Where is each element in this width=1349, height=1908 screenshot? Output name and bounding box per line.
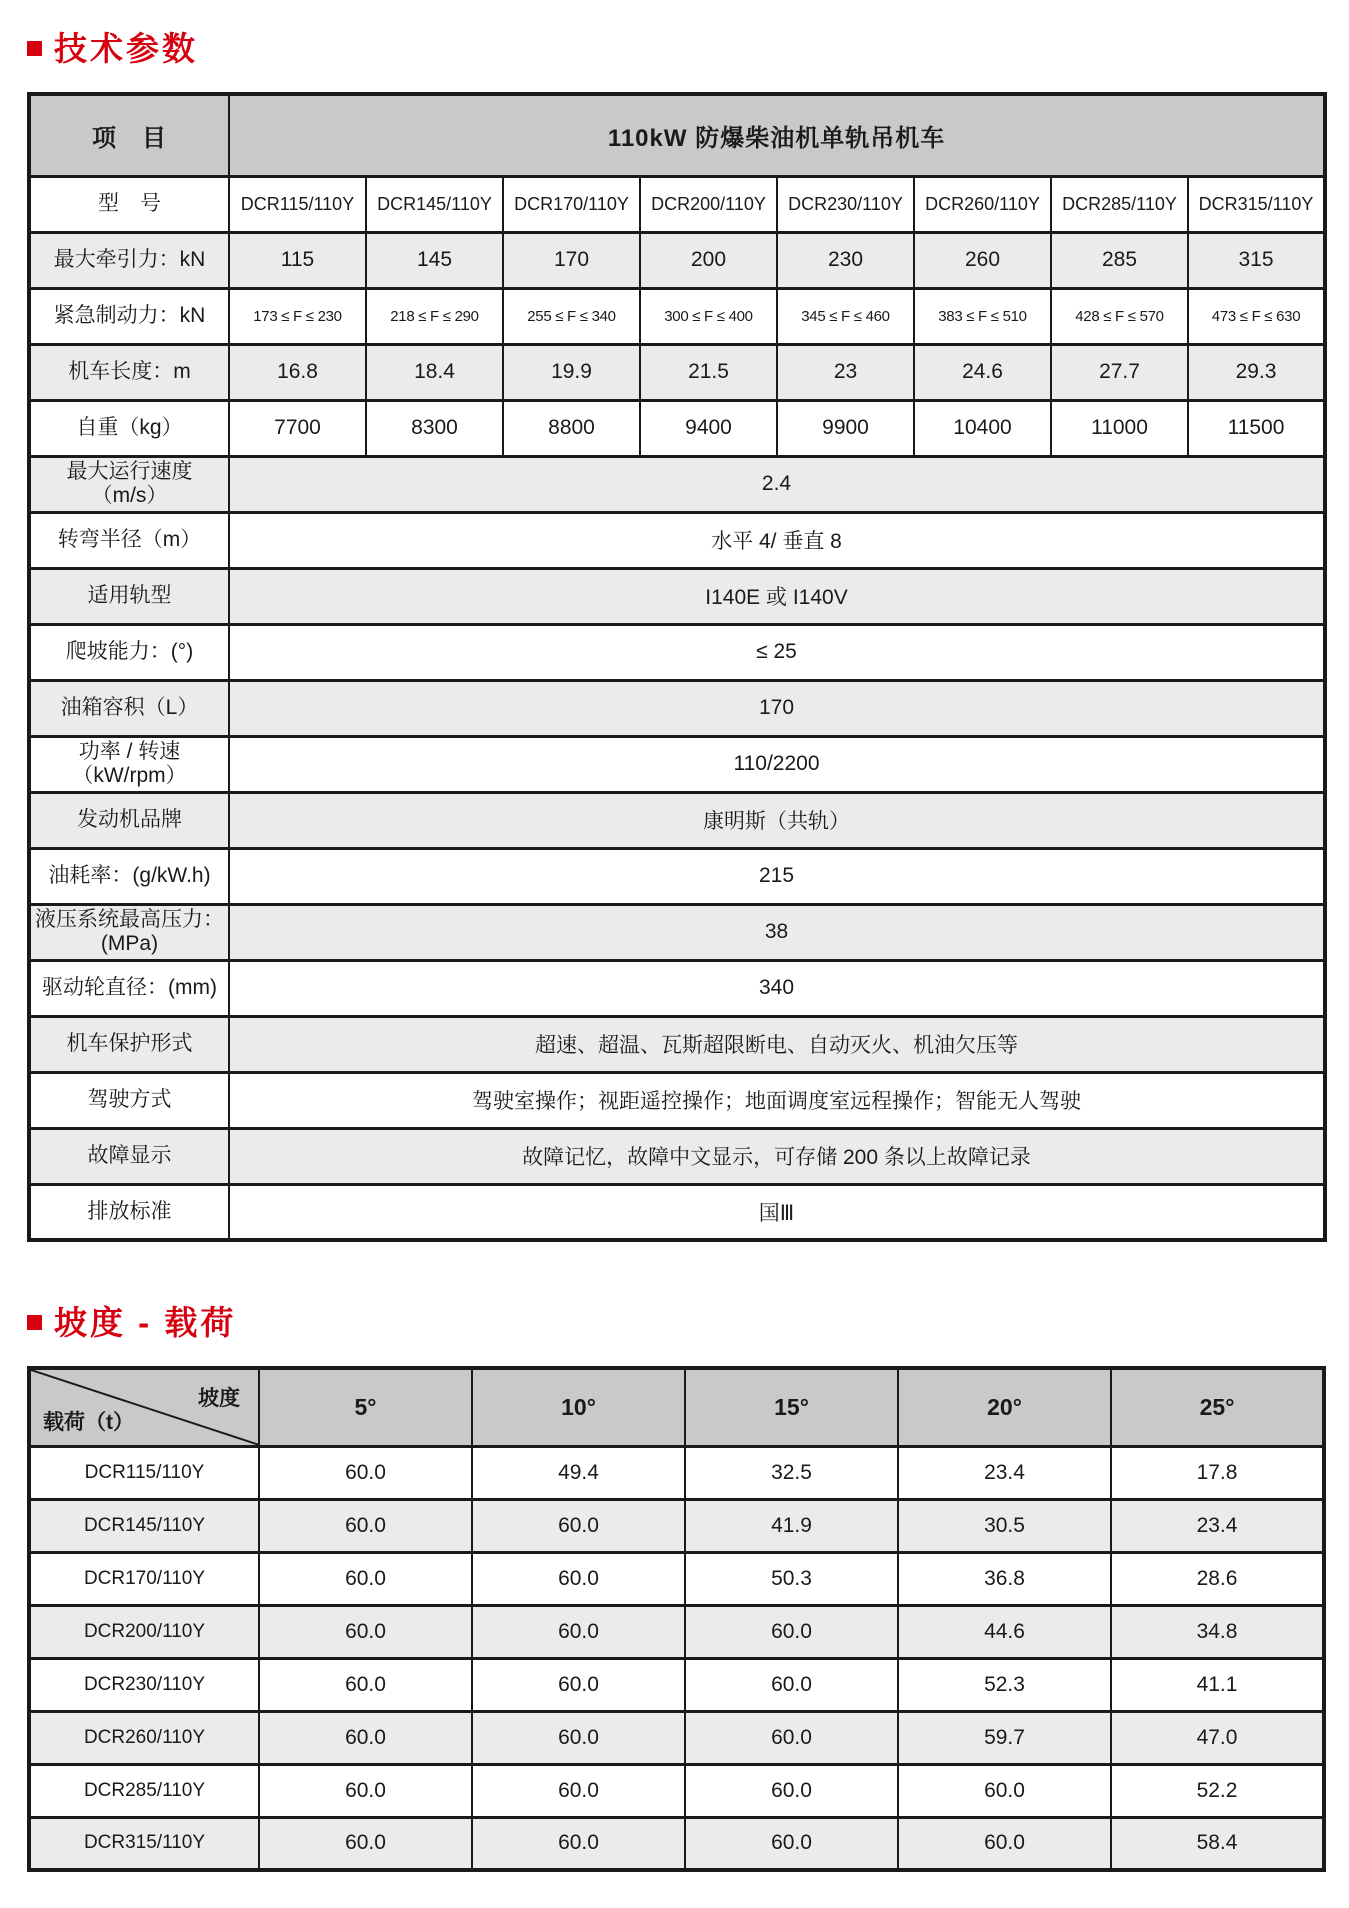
spec-table-row — [29, 400, 1325, 456]
load-row-model: DCR170/110Y — [29, 1552, 259, 1605]
load-cell: 60.0 — [259, 1711, 472, 1764]
spec-table-row — [29, 176, 1325, 232]
load-column-header: 15° — [685, 1368, 898, 1446]
load-row-model: DCR200/110Y — [29, 1605, 259, 1658]
spec-cell: DCR230/110Y — [777, 176, 914, 232]
spec-row-label: 功率 / 转速（kW/rpm） — [29, 736, 229, 792]
spec-row-label: 驱动轮直径：(mm) — [29, 960, 229, 1016]
load-cell: 49.4 — [472, 1446, 685, 1499]
load-cell: 34.8 — [1111, 1605, 1324, 1658]
load-cell: 60.0 — [259, 1658, 472, 1711]
spec-cell: 27.7 — [1051, 344, 1188, 400]
red-square-bullet-icon — [27, 1315, 42, 1330]
spec-cell: DCR315/110Y — [1188, 176, 1325, 232]
spec-cell: 9900 — [777, 400, 914, 456]
spec-table-row — [29, 456, 1325, 512]
spec-merged-cell: 国Ⅲ — [229, 1184, 1325, 1240]
load-cell: 60.0 — [259, 1605, 472, 1658]
spec-row-label: 发动机品牌 — [29, 792, 229, 848]
spec-merged-cell: ≤ 25 — [229, 624, 1325, 680]
spec-cell: 428 ≤ F ≤ 570 — [1051, 288, 1188, 344]
load-table-row — [29, 1658, 1324, 1711]
load-row-model: DCR145/110Y — [29, 1499, 259, 1552]
spec-table-row — [29, 792, 1325, 848]
spec-cell: 23 — [777, 344, 914, 400]
spec-row-label: 紧急制动力：kN — [29, 288, 229, 344]
load-cell: 60.0 — [259, 1764, 472, 1817]
spec-cell: DCR285/110Y — [1051, 176, 1188, 232]
spec-table-row — [29, 680, 1325, 736]
spec-row-label: 适用轨型 — [29, 568, 229, 624]
spec-cell: 8300 — [366, 400, 503, 456]
load-column-header: 5° — [259, 1368, 472, 1446]
spec-table-row — [29, 344, 1325, 400]
section-title-text: 技术参数 — [54, 29, 198, 67]
load-cell: 60.0 — [259, 1552, 472, 1605]
load-column-header: 25° — [1111, 1368, 1324, 1446]
load-cell: 60.0 — [472, 1817, 685, 1870]
load-column-header: 20° — [898, 1368, 1111, 1446]
spec-merged-cell: 38 — [229, 904, 1325, 960]
load-cell: 50.3 — [685, 1552, 898, 1605]
spec-cell: 8800 — [503, 400, 640, 456]
spec-cell: 345 ≤ F ≤ 460 — [777, 288, 914, 344]
load-table-row — [29, 1764, 1324, 1817]
load-row-model: DCR230/110Y — [29, 1658, 259, 1711]
spec-merged-cell: 340 — [229, 960, 1325, 1016]
spec-cell: 9400 — [640, 400, 777, 456]
load-table-row — [29, 1446, 1324, 1499]
spec-cell: 21.5 — [640, 344, 777, 400]
spec-merged-cell: 110/2200 — [229, 736, 1325, 792]
load-cell: 60.0 — [898, 1764, 1111, 1817]
spec-cell: 19.9 — [503, 344, 640, 400]
spec-row-label: 转弯半径（m） — [29, 512, 229, 568]
spec-header-item-label: 项 目 — [29, 94, 229, 176]
spec-row-label: 最大运行速度（m/s） — [29, 456, 229, 512]
load-row-model: DCR115/110Y — [29, 1446, 259, 1499]
section-title-specs — [27, 28, 1322, 68]
spec-cell: 170 — [503, 232, 640, 288]
spec-merged-cell: 2.4 — [229, 456, 1325, 512]
corner-label-slope: 坡度 — [198, 1387, 240, 1410]
spec-table-row — [29, 1016, 1325, 1072]
load-cell: 36.8 — [898, 1552, 1111, 1605]
spec-cell: 285 — [1051, 232, 1188, 288]
spec-table-row — [29, 232, 1325, 288]
spec-cell: 18.4 — [366, 344, 503, 400]
spec-cell: 300 ≤ F ≤ 400 — [640, 288, 777, 344]
spec-cell: 145 — [366, 232, 503, 288]
spec-merged-cell: 康明斯（共轨） — [229, 792, 1325, 848]
load-cell: 60.0 — [685, 1764, 898, 1817]
load-cell: 41.9 — [685, 1499, 898, 1552]
spec-merged-cell: 215 — [229, 848, 1325, 904]
spec-row-label: 驾驶方式 — [29, 1072, 229, 1128]
load-cell: 60.0 — [259, 1817, 472, 1870]
load-cell: 60.0 — [472, 1658, 685, 1711]
load-cell: 60.0 — [259, 1446, 472, 1499]
load-table — [27, 1366, 1326, 1872]
spec-row-label: 故障显示 — [29, 1128, 229, 1184]
spec-cell: 200 — [640, 232, 777, 288]
spec-cell: 16.8 — [229, 344, 366, 400]
load-cell: 59.7 — [898, 1711, 1111, 1764]
load-cell: 32.5 — [685, 1446, 898, 1499]
spec-cell: 10400 — [914, 400, 1051, 456]
spec-merged-cell: 故障记忆，故障中文显示，可存储 200 条以上故障记录 — [229, 1128, 1325, 1184]
spec-cell: 11000 — [1051, 400, 1188, 456]
load-cell: 60.0 — [898, 1817, 1111, 1870]
load-cell: 60.0 — [472, 1605, 685, 1658]
load-cell: 23.4 — [1111, 1499, 1324, 1552]
spec-cell: DCR260/110Y — [914, 176, 1051, 232]
corner-label-load: 载荷（t） — [43, 1410, 134, 1434]
red-square-bullet-icon — [27, 41, 42, 56]
spec-row-label: 最大牵引力：kN — [29, 232, 229, 288]
load-cell: 47.0 — [1111, 1711, 1324, 1764]
spec-cell: 173 ≤ F ≤ 230 — [229, 288, 366, 344]
load-cell: 60.0 — [472, 1552, 685, 1605]
load-cell: 60.0 — [685, 1817, 898, 1870]
spec-table-row — [29, 960, 1325, 1016]
load-table-row — [29, 1605, 1324, 1658]
spec-row-label: 爬坡能力：(°) — [29, 624, 229, 680]
load-cell: 41.1 — [1111, 1658, 1324, 1711]
spec-merged-cell: 超速、超温、瓦斯超限断电、自动灭火、机油欠压等 — [229, 1016, 1325, 1072]
spec-cell: 218 ≤ F ≤ 290 — [366, 288, 503, 344]
spec-table-row — [29, 624, 1325, 680]
spec-row-label: 机车保护形式 — [29, 1016, 229, 1072]
load-row-model: DCR315/110Y — [29, 1817, 259, 1870]
spec-table-row — [29, 288, 1325, 344]
load-cell: 23.4 — [898, 1446, 1111, 1499]
spec-row-label: 油耗率：(g/kW.h) — [29, 848, 229, 904]
spec-row-label: 油箱容积（L） — [29, 680, 229, 736]
load-cell: 30.5 — [898, 1499, 1111, 1552]
load-table-row — [29, 1552, 1324, 1605]
load-row-model: DCR285/110Y — [29, 1764, 259, 1817]
load-cell: 17.8 — [1111, 1446, 1324, 1499]
spec-merged-cell: 水平 4/ 垂直 8 — [229, 512, 1325, 568]
spec-table-row — [29, 512, 1325, 568]
load-cell: 60.0 — [685, 1711, 898, 1764]
load-cell: 44.6 — [898, 1605, 1111, 1658]
spec-table-row — [29, 736, 1325, 792]
spec-cell: DCR145/110Y — [366, 176, 503, 232]
spec-table-row — [29, 848, 1325, 904]
spec-cell: DCR115/110Y — [229, 176, 366, 232]
load-corner-cell — [29, 1368, 259, 1446]
load-cell: 60.0 — [472, 1764, 685, 1817]
spec-merged-cell: I140E 或 I140V — [229, 568, 1325, 624]
spec-table-row — [29, 568, 1325, 624]
spec-header-product-title: 110kW 防爆柴油机单轨吊机车 — [229, 94, 1325, 176]
spec-table-row — [29, 1184, 1325, 1240]
load-cell: 60.0 — [685, 1605, 898, 1658]
load-column-header: 10° — [472, 1368, 685, 1446]
spec-cell: 315 — [1188, 232, 1325, 288]
load-cell: 52.3 — [898, 1658, 1111, 1711]
load-table-row — [29, 1711, 1324, 1764]
load-cell: 58.4 — [1111, 1817, 1324, 1870]
load-cell: 60.0 — [259, 1499, 472, 1552]
spec-table-row — [29, 904, 1325, 960]
load-row-model: DCR260/110Y — [29, 1711, 259, 1764]
spec-cell: 260 — [914, 232, 1051, 288]
load-cell: 52.2 — [1111, 1764, 1324, 1817]
load-cell: 60.0 — [472, 1499, 685, 1552]
spec-row-label: 排放标准 — [29, 1184, 229, 1240]
spec-merged-cell: 170 — [229, 680, 1325, 736]
spec-table-row — [29, 1072, 1325, 1128]
spec-cell: 115 — [229, 232, 366, 288]
load-header-row — [29, 1368, 1324, 1446]
spec-cell: DCR170/110Y — [503, 176, 640, 232]
spec-cell: 7700 — [229, 400, 366, 456]
spec-cell: 29.3 — [1188, 344, 1325, 400]
load-cell: 28.6 — [1111, 1552, 1324, 1605]
spec-row-label: 型 号 — [29, 176, 229, 232]
spec-row-label: 机车长度：m — [29, 344, 229, 400]
spec-cell: 230 — [777, 232, 914, 288]
load-cell: 60.0 — [472, 1711, 685, 1764]
section-title-load — [27, 1302, 1322, 1342]
section-title-text: 坡度 - 载荷 — [54, 1303, 237, 1341]
load-cell: 60.0 — [685, 1658, 898, 1711]
spec-row-label: 液压系统最高压力： (MPa) — [29, 904, 229, 960]
spec-table — [27, 92, 1327, 1242]
spec-cell: 473 ≤ F ≤ 630 — [1188, 288, 1325, 344]
spec-header-row — [29, 94, 1325, 176]
load-table-row — [29, 1499, 1324, 1552]
spec-table-row — [29, 1128, 1325, 1184]
spec-merged-cell: 驾驶室操作；视距遥控操作；地面调度室远程操作；智能无人驾驶 — [229, 1072, 1325, 1128]
spec-cell: 383 ≤ F ≤ 510 — [914, 288, 1051, 344]
spec-cell: 24.6 — [914, 344, 1051, 400]
spec-cell: 255 ≤ F ≤ 340 — [503, 288, 640, 344]
spec-cell: DCR200/110Y — [640, 176, 777, 232]
load-table-row — [29, 1817, 1324, 1870]
spec-cell: 11500 — [1188, 400, 1325, 456]
spec-row-label: 自重（kg） — [29, 400, 229, 456]
